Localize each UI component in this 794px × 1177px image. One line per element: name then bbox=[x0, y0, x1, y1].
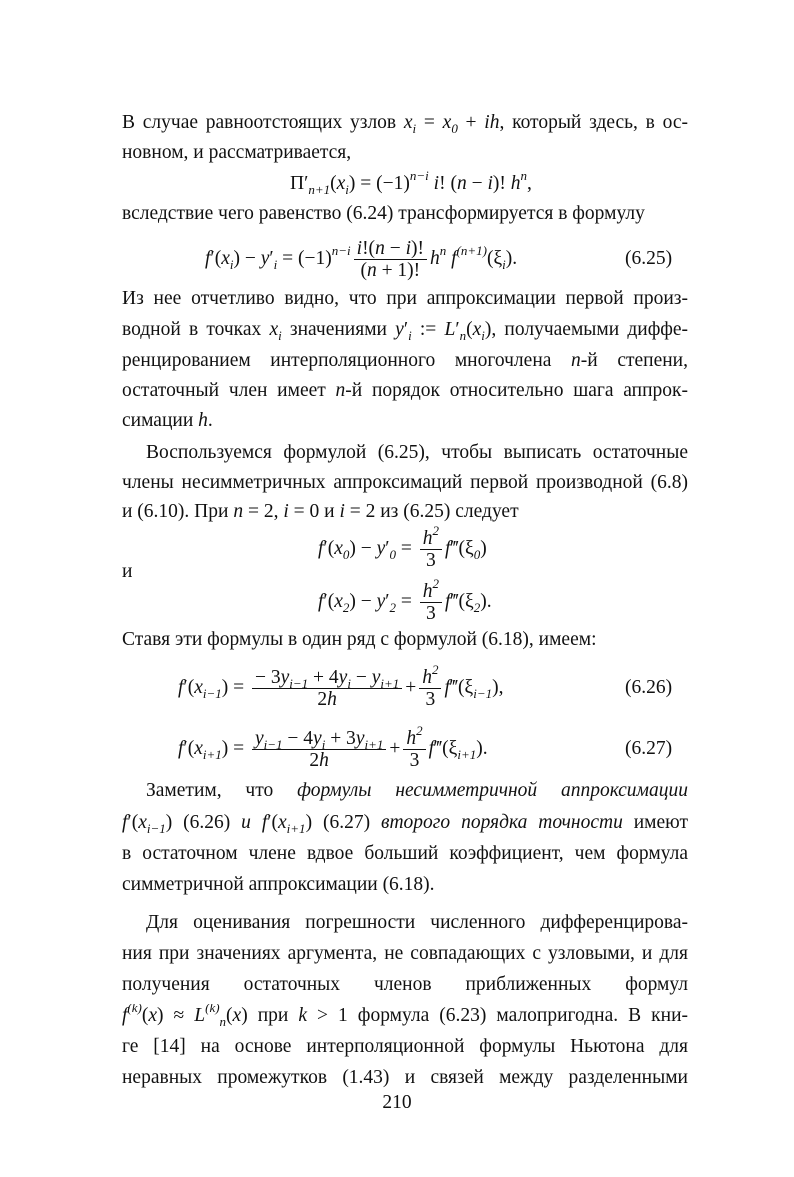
text-run: x bbox=[442, 112, 452, 133]
formula-6-26 bbox=[178, 662, 504, 711]
text-run: ′( bbox=[210, 248, 222, 269]
text-run: f bbox=[318, 591, 324, 612]
text-run: − 4 bbox=[282, 728, 314, 750]
text-run: + bbox=[389, 738, 401, 759]
text-run: = bbox=[396, 591, 417, 612]
text-run: Из нее отчетливо видно, что при аппроксимации первой произ- bbox=[122, 288, 688, 309]
text-run: h bbox=[422, 581, 433, 603]
text-run: f bbox=[178, 738, 184, 759]
text-run: , который здесь, в ос- bbox=[499, 112, 688, 133]
text-line bbox=[122, 873, 435, 897]
text-run: члены несимметричных аппроксимаций первой производной (6.8) bbox=[122, 472, 688, 493]
text-run: Ставя эти формулы в один ряд с формулой (6.18), имеем: bbox=[122, 629, 597, 650]
text-run: n bbox=[571, 350, 581, 371]
text-run: ‴(ξ bbox=[450, 538, 474, 559]
text-run: + 3 bbox=[325, 728, 356, 750]
subscript: 0 bbox=[342, 547, 350, 562]
text-run: − bbox=[350, 667, 372, 689]
text-run: h bbox=[422, 667, 432, 689]
numerator bbox=[420, 576, 442, 603]
text-run: i bbox=[428, 173, 440, 194]
text-run: ′ bbox=[403, 319, 409, 340]
equation-number: (6.27) bbox=[625, 738, 673, 759]
equation-number: (6.26) bbox=[625, 677, 673, 698]
text-run: ′( bbox=[183, 738, 195, 759]
text-run: 3 bbox=[426, 603, 436, 625]
text-run: 2 bbox=[309, 750, 320, 772]
text-run: x bbox=[194, 738, 203, 759]
text-run: ) = (−1) bbox=[348, 173, 410, 194]
text-run: n bbox=[335, 380, 346, 401]
subscript: 0 bbox=[451, 121, 458, 135]
numerator bbox=[419, 662, 441, 689]
text-run: ) − bbox=[349, 591, 377, 612]
text-line bbox=[146, 441, 688, 465]
text-run: ′ bbox=[455, 319, 460, 340]
text-run: f bbox=[318, 538, 324, 559]
denominator bbox=[422, 689, 438, 710]
text-run: ih bbox=[484, 112, 500, 133]
text-run: ), получаемыми диффе- bbox=[484, 319, 688, 340]
numerator bbox=[420, 523, 442, 550]
text-run: 3 bbox=[426, 550, 436, 572]
subscript: n+1 bbox=[308, 182, 331, 197]
text-line bbox=[122, 471, 688, 495]
numerator bbox=[252, 728, 386, 753]
superscript: 2 bbox=[416, 723, 423, 739]
text-run: симации bbox=[122, 410, 199, 431]
text-run: y bbox=[338, 667, 348, 689]
subscript: n bbox=[459, 328, 467, 342]
text-run: ( bbox=[360, 260, 367, 282]
text-run: x bbox=[278, 812, 287, 833]
fraction bbox=[403, 723, 425, 772]
denominator bbox=[423, 603, 439, 624]
text-line bbox=[122, 560, 132, 584]
text-run: x bbox=[334, 538, 343, 559]
text-run: Воспользуемся формулой (6.25), чтобы выписать остаточные bbox=[146, 442, 688, 463]
text-line bbox=[122, 141, 351, 165]
text-run: = 0 и bbox=[288, 501, 340, 522]
subscript: i−1 bbox=[289, 676, 309, 692]
formula bbox=[290, 168, 532, 197]
text-run: i bbox=[339, 501, 345, 522]
denominator bbox=[306, 750, 332, 771]
text-line bbox=[122, 628, 597, 652]
text-run: y bbox=[376, 591, 386, 612]
text-run: y bbox=[376, 538, 386, 559]
text-run: + 4 bbox=[308, 667, 339, 689]
fraction bbox=[419, 662, 441, 711]
subscript: 0 bbox=[389, 547, 397, 562]
text-run: = 2, bbox=[243, 501, 284, 522]
denominator bbox=[357, 260, 423, 281]
text-run: k bbox=[298, 1005, 308, 1026]
text-run: ). bbox=[480, 591, 492, 612]
text-run: 3 bbox=[409, 750, 420, 772]
formula bbox=[318, 576, 492, 625]
subscript: n bbox=[219, 1014, 227, 1028]
text-run: x bbox=[269, 319, 279, 340]
superscript: n bbox=[520, 168, 528, 183]
text-run: ′( bbox=[323, 591, 335, 612]
text-run: L bbox=[444, 319, 456, 340]
text-run: i bbox=[283, 501, 289, 522]
text-line bbox=[122, 842, 688, 866]
text-run: f bbox=[122, 812, 128, 833]
text-run: = 2 из (6.25) следует bbox=[344, 501, 519, 522]
formula bbox=[318, 523, 487, 572]
text-run: в остаточном члене вдвое больший коэффициент, чем формула bbox=[122, 843, 688, 864]
text-run: !( bbox=[362, 238, 376, 260]
text-run: ( bbox=[141, 1005, 149, 1026]
subscript: i bbox=[278, 328, 282, 342]
text-line bbox=[122, 318, 688, 342]
text-run: y bbox=[260, 248, 270, 269]
text-run: n bbox=[456, 173, 467, 194]
text-run: + 1)! bbox=[376, 260, 421, 282]
text-line bbox=[122, 1004, 688, 1028]
text-run: h bbox=[319, 750, 329, 772]
superscript: 2 bbox=[432, 523, 440, 539]
text-run: (ξ bbox=[486, 248, 503, 269]
text-run: . bbox=[207, 410, 213, 431]
text-run: ′( bbox=[267, 812, 279, 833]
text-run: y bbox=[313, 728, 322, 750]
text-run: Для оценивания погрешности численного дифференцирова- bbox=[146, 912, 688, 933]
text-run: x bbox=[232, 1005, 242, 1026]
superscript: (k) bbox=[127, 1004, 142, 1015]
fraction bbox=[420, 576, 442, 625]
text-run: ) bbox=[480, 538, 487, 559]
text-run: x bbox=[194, 677, 203, 698]
superscript: (k) bbox=[205, 1004, 220, 1015]
subscript: i bbox=[229, 257, 234, 272]
text-run: ния при значениях аргумента, не совпадающих с узловыми, и для bbox=[122, 943, 688, 964]
subscript: i+1 bbox=[202, 747, 222, 762]
text-line bbox=[122, 111, 688, 135]
text-run: − bbox=[466, 173, 488, 194]
text-run: ′ bbox=[385, 591, 390, 612]
text-run: симметричной аппроксимации (6.18). bbox=[122, 874, 435, 895]
text-run: ). bbox=[505, 248, 518, 269]
subscript: i−1 bbox=[263, 737, 283, 753]
superscript: (n+1) bbox=[456, 243, 487, 258]
text-run: новном, и рассматривается, bbox=[122, 142, 352, 163]
text-run: f bbox=[428, 738, 435, 759]
subscript: i+1 bbox=[364, 737, 384, 753]
text-run: )! bbox=[492, 173, 511, 194]
subscript: i bbox=[412, 121, 417, 135]
text-run: x bbox=[148, 1005, 158, 1026]
text-run: ) = bbox=[221, 738, 249, 759]
text-run: L bbox=[194, 1005, 206, 1026]
page-number: 210 bbox=[382, 1092, 412, 1113]
subscript: i+1 bbox=[286, 821, 306, 835]
superscript: n−i bbox=[331, 243, 351, 258]
fraction bbox=[420, 523, 442, 572]
text-run: n bbox=[366, 260, 377, 282]
text-run: 2 bbox=[317, 689, 328, 711]
text-run: f bbox=[446, 248, 457, 269]
subscript: i−1 bbox=[146, 821, 166, 835]
subscript: 2 bbox=[342, 600, 350, 615]
text-run: i bbox=[356, 238, 363, 260]
formula-6-27 bbox=[178, 723, 488, 772]
subscript: i+1 bbox=[380, 676, 400, 692]
denominator bbox=[314, 689, 340, 710]
text-run: h bbox=[406, 728, 417, 750]
text-run: ( bbox=[330, 173, 337, 194]
subscript: i−1 bbox=[473, 686, 493, 701]
text-run: f bbox=[444, 677, 450, 698]
text-line bbox=[122, 202, 645, 226]
text-run: Π′ bbox=[290, 173, 309, 194]
text-run: ‴(ξ bbox=[434, 738, 458, 759]
text-run: x bbox=[403, 112, 413, 133]
text-run: := bbox=[411, 319, 445, 340]
text-run: ). bbox=[476, 738, 488, 759]
text-run: ) − bbox=[349, 538, 377, 559]
equation-number: (6.25) bbox=[625, 248, 673, 269]
subscript: 2 bbox=[473, 600, 481, 615]
subscript: i bbox=[321, 737, 326, 753]
text-run: имеют bbox=[622, 812, 688, 833]
formula-6-25 bbox=[205, 237, 517, 281]
text-run: ) при bbox=[241, 1005, 299, 1026]
superscript: 2 bbox=[431, 662, 439, 678]
text-line bbox=[146, 779, 688, 803]
text-run: y bbox=[395, 319, 404, 340]
text-line bbox=[122, 1066, 688, 1090]
text-run: h bbox=[198, 410, 208, 431]
text-run: − bbox=[384, 238, 406, 260]
text-line bbox=[122, 942, 688, 966]
text-run: h bbox=[429, 248, 440, 269]
subscript: i+1 bbox=[457, 747, 477, 762]
text-run: ‴(ξ bbox=[450, 591, 474, 612]
text-run: = bbox=[396, 538, 417, 559]
text-run: − 3 bbox=[254, 667, 281, 689]
fraction bbox=[252, 667, 402, 710]
text-run: ) = bbox=[221, 677, 249, 698]
text-run: f bbox=[445, 591, 451, 612]
numerator bbox=[252, 667, 402, 692]
text-run: ) ≈ bbox=[157, 1005, 195, 1026]
text-run: ′ bbox=[385, 538, 390, 559]
text-run: f bbox=[178, 677, 184, 698]
text-run: , bbox=[527, 173, 532, 194]
text-run: 3 bbox=[425, 689, 436, 711]
text-run: ′( bbox=[127, 812, 139, 833]
text-run: остаточный член имеет bbox=[122, 380, 336, 401]
text-run: + bbox=[457, 112, 485, 133]
text-line bbox=[122, 409, 213, 433]
superscript: 2 bbox=[432, 576, 440, 592]
text-line bbox=[146, 911, 688, 935]
text-line bbox=[122, 349, 688, 373]
text-run: x bbox=[138, 812, 147, 833]
text-run: неравных промежутков (1.43) и связей между разделенными bbox=[122, 1067, 688, 1088]
text-run: ) (6.27) bbox=[305, 812, 381, 833]
text-run: f bbox=[205, 248, 211, 269]
superscript: n bbox=[439, 243, 447, 258]
superscript: n−i bbox=[409, 168, 429, 183]
numerator bbox=[403, 723, 425, 750]
subscript: i bbox=[502, 257, 506, 272]
text-run: ′( bbox=[183, 677, 195, 698]
text-run: ( bbox=[466, 319, 473, 340]
text-run: ) − bbox=[233, 248, 261, 269]
text-run: h bbox=[327, 689, 337, 711]
text-run: ) (6.26) bbox=[165, 812, 242, 833]
subscript: i−1 bbox=[202, 686, 222, 701]
subscript: i bbox=[345, 182, 349, 197]
text-run: x bbox=[221, 248, 230, 269]
text-run: ренцированием интерполяционного многочлена bbox=[122, 350, 572, 371]
text-run: ′ bbox=[269, 248, 274, 269]
subscript: 2 bbox=[389, 600, 397, 615]
subscript: i bbox=[481, 328, 485, 342]
text-run: ′( bbox=[323, 538, 335, 559]
text-run: вследствие чего равенство (6.24) трансформируется в формулу bbox=[122, 203, 645, 224]
text-run: формулы несимметричной аппроксимации bbox=[297, 780, 688, 801]
subscript: 0 bbox=[473, 547, 481, 562]
text-run: y bbox=[254, 728, 264, 750]
text-run: = (−1) bbox=[277, 248, 332, 269]
subscript: i bbox=[273, 257, 278, 272]
fraction bbox=[354, 238, 427, 281]
text-line bbox=[122, 1035, 688, 1059]
text-run: и bbox=[122, 561, 133, 582]
text-run: значениями bbox=[281, 319, 396, 340]
text-line bbox=[122, 287, 688, 311]
text-run: i bbox=[487, 173, 493, 194]
text-run: водной в точках bbox=[122, 319, 270, 340]
subscript: i bbox=[408, 328, 412, 342]
text-run: n bbox=[233, 501, 244, 522]
text-run: y bbox=[355, 728, 365, 750]
text-run: x bbox=[334, 591, 343, 612]
numerator bbox=[354, 238, 427, 260]
text-run: x bbox=[336, 173, 346, 194]
text-run: x bbox=[472, 319, 482, 340]
text-run: -й порядок относительно шага аппрок- bbox=[345, 380, 688, 401]
text-run: второго порядка точности bbox=[381, 812, 623, 833]
text-run: )! bbox=[410, 238, 424, 260]
denominator bbox=[407, 750, 423, 771]
text-run: h bbox=[422, 528, 433, 550]
text-run: f bbox=[445, 538, 451, 559]
text-run: h bbox=[510, 173, 521, 194]
text-run: > 1 формула (6.23) малопригодна. В кни- bbox=[307, 1005, 688, 1026]
text-run: и f bbox=[241, 812, 268, 833]
text-run: y bbox=[280, 667, 290, 689]
text-run: f bbox=[122, 1005, 128, 1026]
text-run: и (6.10). При bbox=[122, 501, 234, 522]
text-line bbox=[122, 500, 519, 524]
text-run: ‴(ξ bbox=[449, 677, 474, 698]
text-line bbox=[122, 973, 688, 997]
text-run: В случае равноотстоящих узлов bbox=[122, 112, 404, 133]
text-run: ( bbox=[226, 1005, 233, 1026]
text-run: -й степени, bbox=[580, 350, 688, 371]
text-run: ! ( bbox=[439, 173, 457, 194]
text-run: i bbox=[405, 238, 411, 260]
text-line bbox=[122, 811, 688, 835]
text-run: ), bbox=[492, 677, 504, 698]
text-run: = bbox=[416, 112, 443, 133]
text-run: Заметим, что bbox=[146, 780, 298, 801]
denominator bbox=[423, 550, 439, 571]
subscript: i bbox=[347, 676, 351, 692]
text-run: + bbox=[405, 677, 417, 698]
text-run: ге [14] на основе интерполяционной формулы Ньютона для bbox=[122, 1036, 688, 1057]
text-run: y bbox=[371, 667, 381, 689]
text-line bbox=[122, 379, 688, 403]
text-run: n bbox=[375, 238, 385, 260]
fraction bbox=[252, 728, 386, 771]
text-run: получения остаточных членов приближенных формул bbox=[122, 974, 688, 995]
